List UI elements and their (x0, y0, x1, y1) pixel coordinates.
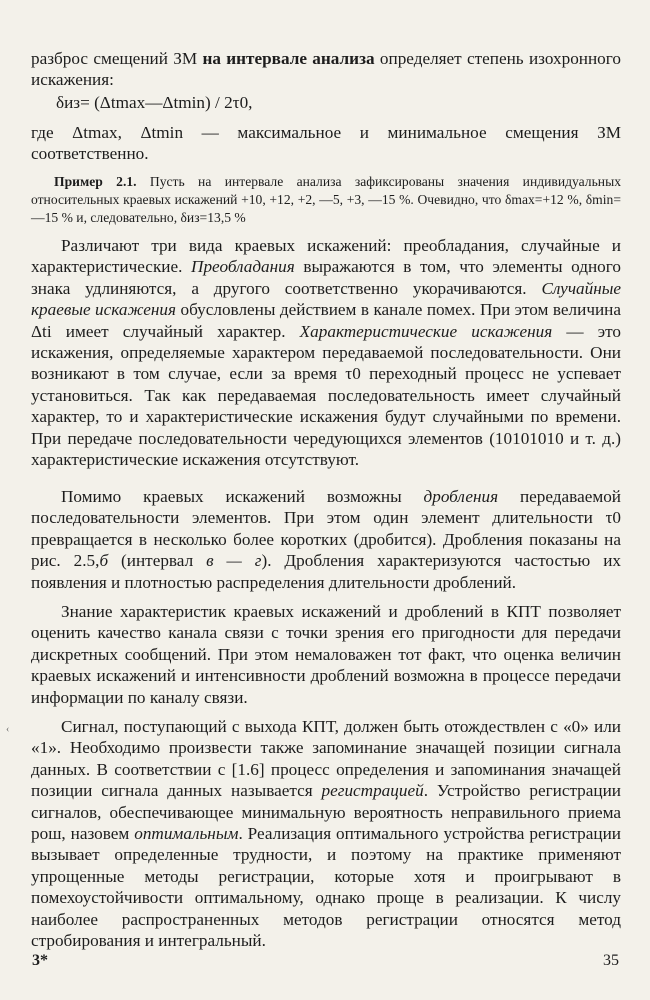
formula: δиз= (Δtmax—Δtmin) / 2τ0, (56, 93, 253, 112)
margin-mark: ‹ (6, 724, 10, 735)
example-text: Пусть на интервале анализа зафиксированы значения индивидуальных относительных краевых искажений +10, +12, +2, —5, +3, —15 %. Очевидно, что δmax=+12 %, δmin=—15 % и, следовательно, δиз=13,5 % (31, 174, 621, 225)
bold-term: на интервале анализа (202, 49, 375, 68)
paragraph-distortion-types: Различают три вида краевых искажений: преобладания, случайные и характеристические. Преобладания выражаются в том, что элементы одного знака удлиняются, а другого соответственно укорачиваются. Случайные краевые искажения обусловлены действием в канале помех. При этом величина Δti имеет случайный характер. Характеристические искажения — это искажения, определяемые характером передаваемой последовательности. Они возникают в том случае, если за время τ0 переходный процесс не успевает установиться. Так как передаваемая последовательность имеет случайный характер, то и характеристические искажения будут случайными по времени. При передаче последовательности чередующихся элементов (10101010 и т. д.) характеристические искажения отсутствуют. (31, 236, 621, 470)
formula-explanation: где Δtmax, Δtmin — максимальное и минимальное смещения ЗМ соответственно. (31, 123, 621, 164)
intro-paragraph: разброс смещений ЗМ на интервале анализа определяет степень изохронного искажения: (31, 49, 621, 90)
paragraph-channel-quality: Знание характеристик краевых искажений и дроблений в КПТ позволяет оценить качество канала связи с точки зрения его пригодности для передачи дискретных сообщений. При этом немаловажен тот факт, что оценка величин краевых искажений и интенсивности дроблений возможна в процессе передачи информации по каналу связи. (31, 602, 621, 707)
paragraph-registration: Сигнал, поступающий с выхода КПТ, должен быть отождествлен с «0» или «1». Необходимо произвести также запоминание значащей позиции сигнала данных. В соответствии с [1.6] процесс определения и запоминания значащей позиции сигнала данных называется регистрацией. Устройство регистрации сигналов, обеспечивающее минимальную вероятность неправильного приема pош, назовем оптимальным. Реализация оптимального устройства регистрации вызывает определенные трудности, и поэтому на практике применяют упрощенные методы регистрации, которые хотя и проигрывают в помехоустойчивости оптимальному, однако проще в реализации. К числу наиболее распространенных методов регистрации относятся метод стробирования и интегральный. (31, 717, 621, 951)
page-number: 35 (603, 952, 619, 969)
example-2-1 (31, 173, 621, 226)
paragraph-fragmentation: Помимо краевых искажений возможны дробления передаваемой последовательности элементов. При этом один элемент длительности τ0 превращается в несколько более коротких (дробится). Дробления показаны на рис. 2.5,б (интервал в — г). Дробления характеризуются частостью их появления и плотностью распределения длительности дроблений. (31, 487, 621, 592)
printer-signature: 3* (32, 952, 48, 969)
example-title: Пример 2.1. (54, 174, 137, 189)
